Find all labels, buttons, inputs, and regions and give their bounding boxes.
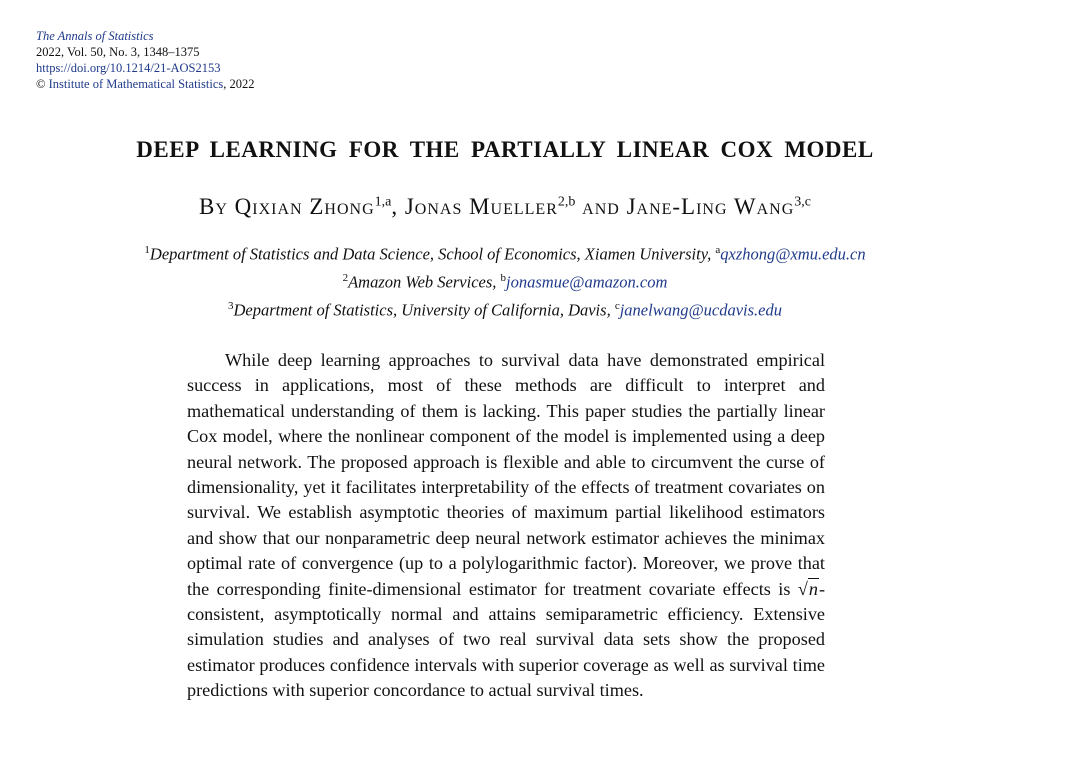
email-link[interactable]: janelwang@ucdavis.edu [619,300,782,320]
abstract-text-part1: While deep learning approaches to survival data have demonstrated empirical success in applications, most of these methods are difficult to interpret and mathematical understanding of them is lacking. This paper studies the partially linear Cox model, where the nonlinear component of the model is implemented using a deep neural network. The proposed approach is flexible and able to circumvent the curse of dimensionality, yet it facilitates interpretability of the effects of treatment covariates on survival. We establish asymptotic theories of maximum partial likelihood estimators and show that our nonparametric deep neural network estimator achieves the minimax optimal rate of convergence (up to a polylogarithmic factor). Moreover, we prove that the corresponding finite-dimensional estimator for treatment covariate effects is [187,350,825,599]
email-mark: a [715,244,721,256]
email-mark: b [500,272,507,284]
affiliation-number: 2 [342,272,349,284]
affiliation-number: 1 [144,244,150,256]
email-mark: c [614,300,620,312]
copyright-symbol: © [36,77,46,91]
email-link[interactable]: qxzhong@xmu.edu.cn [720,244,866,264]
affiliation-text: Department of Statistics and Data Science, School of Economics, Xiamen University, [149,244,716,264]
abstract-paragraph [187,348,825,704]
journal-header [36,28,255,92]
author-name: Qixian Zhong [234,194,375,219]
affiliation-number: 3 [228,300,234,312]
volume-info: 2022, Vol. 50, No. 3, 1348–1375 [36,45,200,59]
paper-title: DEEP LEARNING FOR THE PARTIALLY LINEAR COX MODEL [136,137,874,162]
journal-name-link[interactable]: The Annals of Statistics [36,29,154,43]
byline-by: By [199,194,235,219]
author-superscript: 3,c [794,194,811,210]
sqrt-variable: n [808,578,818,599]
byline-comma: , [391,194,405,219]
author-superscript: 1,a [374,194,392,210]
doi-link[interactable]: https://doi.org/10.1214/21-AOS2153 [36,61,221,75]
copyright-line [36,76,255,92]
copyright-year: , 2022 [223,77,255,91]
byline-and: and [575,194,627,219]
affiliation-text: Department of Statistics, University of California, Davis, [233,300,615,320]
author-superscript: 2,b [557,194,576,210]
affiliation-1 [0,244,1010,265]
publisher-link[interactable]: Institute of Mathematical Statistics [48,77,224,91]
sqrt-symbol: √ [797,578,808,599]
abstract-text-part2: -consistent, asymptotically normal and attains semiparametric efficiency. Extensive simulation studies and analyses of two real survival data sets show the proposed estimator produces confidence intervals with superior coverage as well as survival time predictions with superior concordance to actual survival times. [187,578,825,701]
affiliation-2 [0,272,1010,293]
author-name: Jane-Ling Wang [626,194,795,219]
affiliation-text: Amazon Web Services, [348,272,501,292]
email-link[interactable]: jonasmue@amazon.com [506,272,668,292]
sqrt-n-expression [798,578,819,599]
affiliation-3 [0,300,1010,321]
author-name: Jonas Mueller [404,194,558,219]
author-byline [0,194,1010,220]
